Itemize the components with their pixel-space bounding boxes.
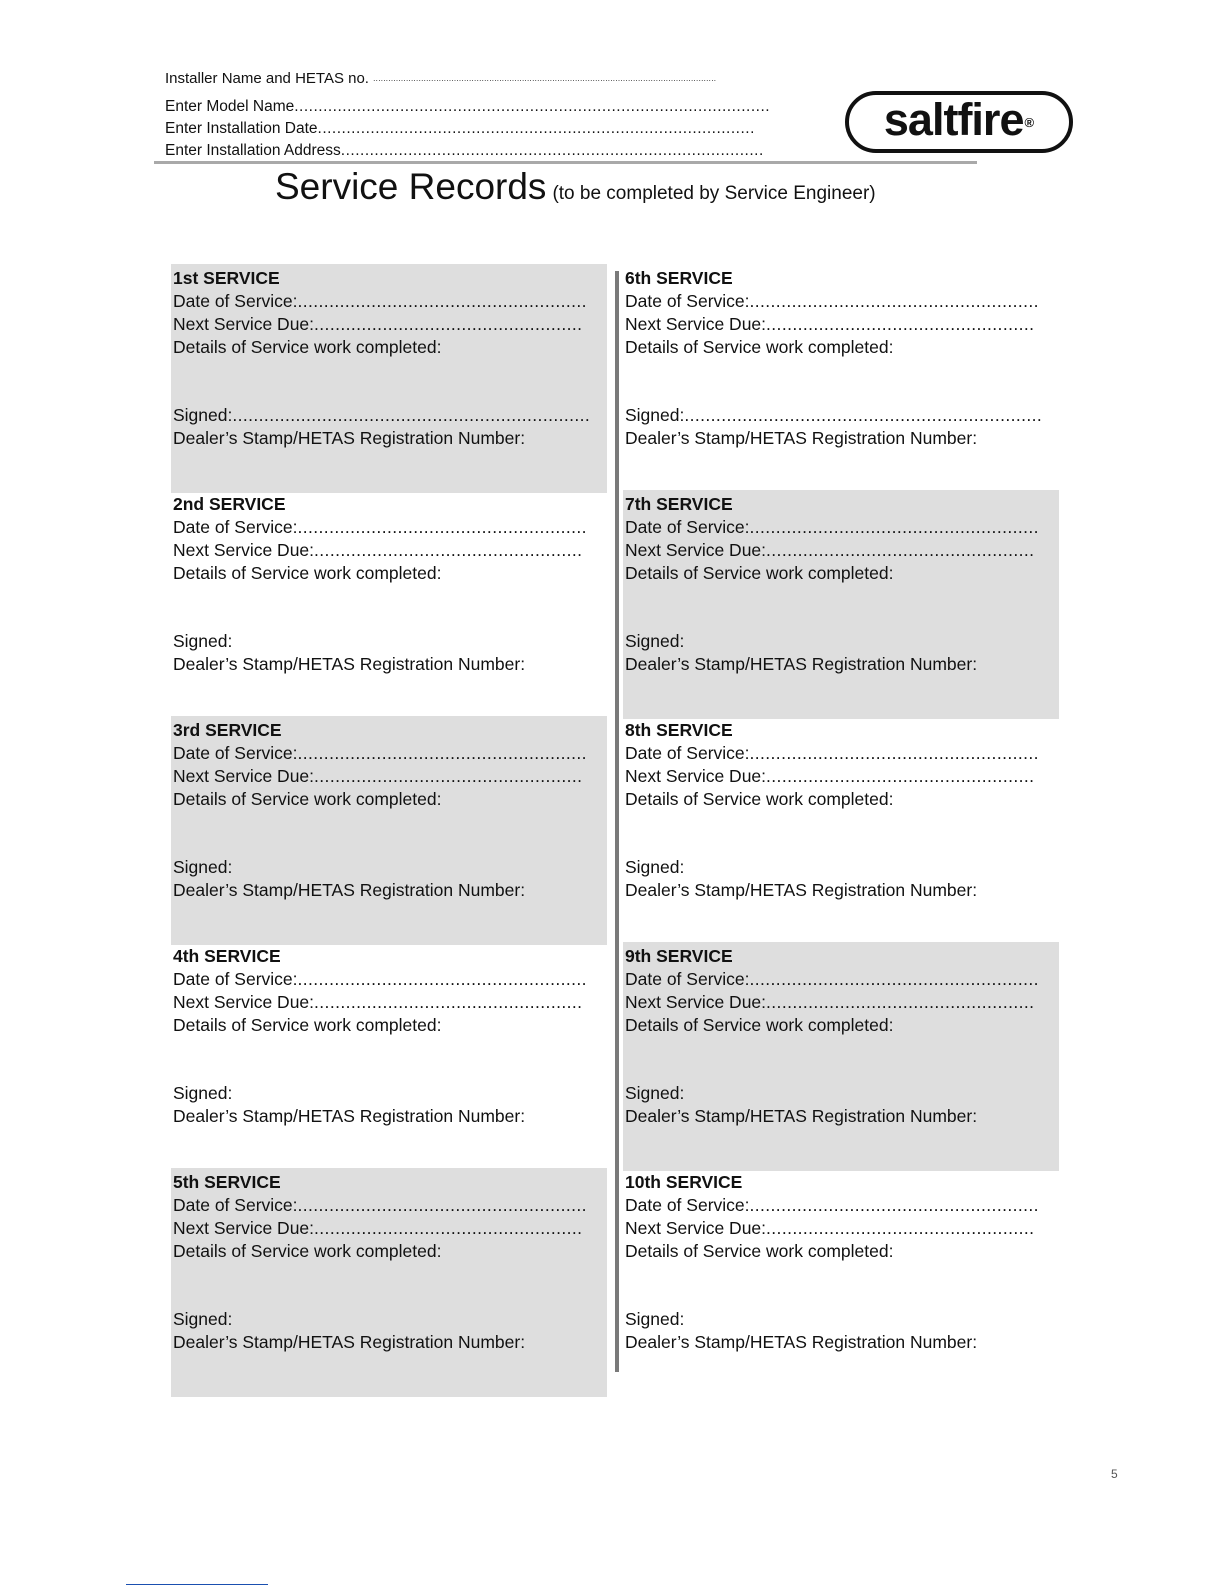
date-of-service-field[interactable] (625, 291, 1039, 312)
date-of-service-field[interactable] (173, 291, 587, 312)
date-of-service-label: Date of Service: (625, 1195, 750, 1215)
installation-date-field[interactable] (165, 120, 755, 138)
dealer-stamp-label: Dealer’s Stamp/HETAS Registration Number: (173, 654, 526, 674)
dealer-stamp-label: Dealer’s Stamp/HETAS Registration Number: (625, 880, 978, 900)
signed-field[interactable] (625, 405, 1042, 426)
page-title (275, 166, 876, 208)
signed-field[interactable] (173, 405, 590, 426)
signed-field[interactable] (625, 631, 684, 652)
date-of-service-label: Date of Service: (173, 291, 298, 311)
service-record-8 (623, 716, 1059, 945)
next-service-due-field[interactable] (173, 766, 582, 787)
dealer-stamp-label: Dealer’s Stamp/HETAS Registration Number: (625, 654, 978, 674)
service-record-6 (623, 264, 1059, 493)
dealer-stamp-label: Dealer’s Stamp/HETAS Registration Number: (625, 428, 978, 448)
service-heading: 2nd SERVICE (173, 494, 286, 514)
next-service-due-dots: ................................................... (766, 1218, 1035, 1238)
dealer-stamp-label: Dealer’s Stamp/HETAS Registration Number: (173, 1106, 526, 1126)
installer-name-field[interactable] (165, 70, 716, 87)
signed-label: Signed: (173, 405, 233, 425)
service-heading: 6th SERVICE (625, 268, 733, 288)
signed-label: Signed: (625, 631, 685, 651)
dealer-stamp-label: Dealer’s Stamp/HETAS Registration Number: (173, 880, 526, 900)
service-record-1 (171, 264, 607, 493)
next-service-due-field[interactable] (173, 992, 582, 1013)
next-service-due-label: Next Service Due: (173, 1218, 315, 1238)
next-service-due-label: Next Service Due: (173, 766, 315, 786)
details-of-work-label: Details of Service work completed: (625, 789, 894, 809)
date-of-service-field[interactable] (625, 969, 1039, 990)
next-service-due-label: Next Service Due: (173, 992, 315, 1012)
next-service-due-dots: ................................................... (314, 766, 583, 786)
service-heading: 8th SERVICE (625, 720, 733, 740)
date-of-service-field[interactable] (625, 743, 1039, 764)
service-record-10 (623, 1168, 1059, 1397)
column-divider (615, 271, 619, 1372)
date-of-service-dots: ....................................................... (749, 969, 1039, 989)
next-service-due-dots: ................................................... (314, 1218, 583, 1238)
date-of-service-label: Date of Service: (625, 517, 750, 537)
signed-field[interactable] (625, 1083, 684, 1104)
dealer-stamp-label: Dealer’s Stamp/HETAS Registration Number: (625, 1106, 978, 1126)
next-service-due-label: Next Service Due: (625, 1218, 767, 1238)
details-of-work-label: Details of Service work completed: (625, 1015, 894, 1035)
signed-label: Signed: (625, 857, 685, 877)
service-heading: 7th SERVICE (625, 494, 733, 514)
date-of-service-field[interactable] (625, 517, 1039, 538)
signed-field[interactable] (625, 857, 684, 878)
signed-field[interactable] (173, 631, 232, 652)
next-service-due-label: Next Service Due: (173, 540, 315, 560)
model-dots: ................................................................................................... (294, 98, 771, 115)
details-of-work-label: Details of Service work completed: (173, 563, 442, 583)
next-service-due-field[interactable] (625, 540, 1034, 561)
details-of-work-label: Details of Service work completed: (173, 1241, 442, 1261)
service-heading: 3rd SERVICE (173, 720, 282, 740)
date-of-service-field[interactable] (173, 743, 587, 764)
next-service-due-label: Next Service Due: (173, 314, 315, 334)
service-record-4 (171, 942, 607, 1171)
date-of-service-dots: ....................................................... (297, 1195, 587, 1215)
date-of-service-dots: ....................................................... (749, 517, 1039, 537)
next-service-due-dots: ................................................... (766, 314, 1035, 334)
signed-field[interactable] (173, 1309, 232, 1330)
signed-dots: .................................................................... (232, 405, 591, 425)
date-of-service-label: Date of Service: (173, 517, 298, 537)
date-of-service-label: Date of Service: (625, 291, 750, 311)
installation-address-field[interactable] (165, 142, 764, 160)
title-subtitle: (to be completed by Service Engineer) (552, 183, 876, 204)
installation-address-dots: ........................................................................................ (340, 142, 764, 159)
next-service-due-field[interactable] (625, 314, 1034, 335)
signed-label: Signed: (173, 1309, 233, 1329)
date-of-service-label: Date of Service: (173, 969, 298, 989)
signed-label: Signed: (625, 1309, 685, 1329)
next-service-due-dots: ................................................... (314, 540, 583, 560)
details-of-work-label: Details of Service work completed: (173, 789, 442, 809)
signed-field[interactable] (173, 857, 232, 878)
model-name-field[interactable] (165, 98, 770, 116)
date-of-service-dots: ....................................................... (749, 743, 1039, 763)
saltfire-logo (845, 91, 1073, 153)
logo-text: saltfire (883, 94, 1024, 145)
details-of-work-label: Details of Service work completed: (173, 337, 442, 357)
dealer-stamp-label: Dealer’s Stamp/HETAS Registration Number: (625, 1332, 978, 1352)
details-of-work-label: Details of Service work completed: (625, 1241, 894, 1261)
dealer-stamp-label: Dealer’s Stamp/HETAS Registration Number: (173, 428, 526, 448)
service-heading: 9th SERVICE (625, 946, 733, 966)
next-service-due-dots: ................................................... (766, 766, 1035, 786)
service-record-5 (171, 1168, 607, 1397)
next-service-due-label: Next Service Due: (625, 540, 767, 560)
next-service-due-field[interactable] (173, 1218, 582, 1239)
title-main: Service Records (275, 166, 547, 207)
details-of-work-label: Details of Service work completed: (625, 337, 894, 357)
installation-address-label: Enter Installation Address (165, 142, 341, 159)
date-of-service-field[interactable] (625, 1195, 1039, 1216)
date-of-service-dots: ....................................................... (297, 743, 587, 763)
date-of-service-field[interactable] (173, 1195, 587, 1216)
next-service-due-label: Next Service Due: (625, 766, 767, 786)
service-record-7 (623, 490, 1059, 719)
date-of-service-dots: ....................................................... (297, 517, 587, 537)
signed-label: Signed: (173, 631, 233, 651)
header-rule (154, 161, 977, 164)
service-heading: 4th SERVICE (173, 946, 281, 966)
date-of-service-label: Date of Service: (625, 969, 750, 989)
date-of-service-field[interactable] (173, 969, 587, 990)
service-heading: 5th SERVICE (173, 1172, 281, 1192)
date-of-service-label: Date of Service: (625, 743, 750, 763)
service-heading: 10th SERVICE (625, 1172, 743, 1192)
logo-registered-mark: ® (1024, 114, 1035, 130)
date-of-service-label: Date of Service: (173, 743, 298, 763)
next-service-due-field[interactable] (625, 1218, 1034, 1239)
date-of-service-field[interactable] (173, 517, 587, 538)
date-of-service-label: Date of Service: (173, 1195, 298, 1215)
signed-label: Signed: (173, 857, 233, 877)
signed-field[interactable] (173, 1083, 232, 1104)
installation-date-label: Enter Installation Date (165, 120, 318, 137)
next-service-due-label: Next Service Due: (625, 992, 767, 1012)
next-service-due-dots: ................................................... (314, 314, 583, 334)
signed-label: Signed: (173, 1083, 233, 1103)
service-heading: 1st SERVICE (173, 268, 280, 288)
next-service-due-label: Next Service Due: (625, 314, 767, 334)
signed-field[interactable] (625, 1309, 684, 1330)
signed-dots: .................................................................... (684, 405, 1043, 425)
page-number: 5 (1111, 1467, 1118, 1481)
details-of-work-label: Details of Service work completed: (173, 1015, 442, 1035)
next-service-due-field[interactable] (625, 992, 1034, 1013)
date-of-service-dots: ....................................................... (297, 291, 587, 311)
service-record-3 (171, 716, 607, 945)
dealer-stamp-label: Dealer’s Stamp/HETAS Registration Number: (173, 1332, 526, 1352)
signed-label: Signed: (625, 405, 685, 425)
service-record-2 (171, 490, 607, 719)
model-label: Enter Model Name (165, 98, 295, 115)
next-service-due-dots: ................................................... (766, 992, 1035, 1012)
signed-label: Signed: (625, 1083, 685, 1103)
next-service-due-dots: ................................................... (314, 992, 583, 1012)
next-service-due-field[interactable] (625, 766, 1034, 787)
date-of-service-dots: ....................................................... (297, 969, 587, 989)
next-service-due-field[interactable] (173, 314, 582, 335)
installation-date-dots: ........................................................................................... (317, 120, 755, 137)
installer-dots: ........................................................................................................................................ (373, 74, 717, 83)
date-of-service-dots: ....................................................... (749, 291, 1039, 311)
next-service-due-field[interactable] (173, 540, 582, 561)
installer-label: Installer Name and HETAS no. (165, 70, 369, 87)
date-of-service-dots: ....................................................... (749, 1195, 1039, 1215)
next-service-due-dots: ................................................... (766, 540, 1035, 560)
details-of-work-label: Details of Service work completed: (625, 563, 894, 583)
service-record-9 (623, 942, 1059, 1171)
